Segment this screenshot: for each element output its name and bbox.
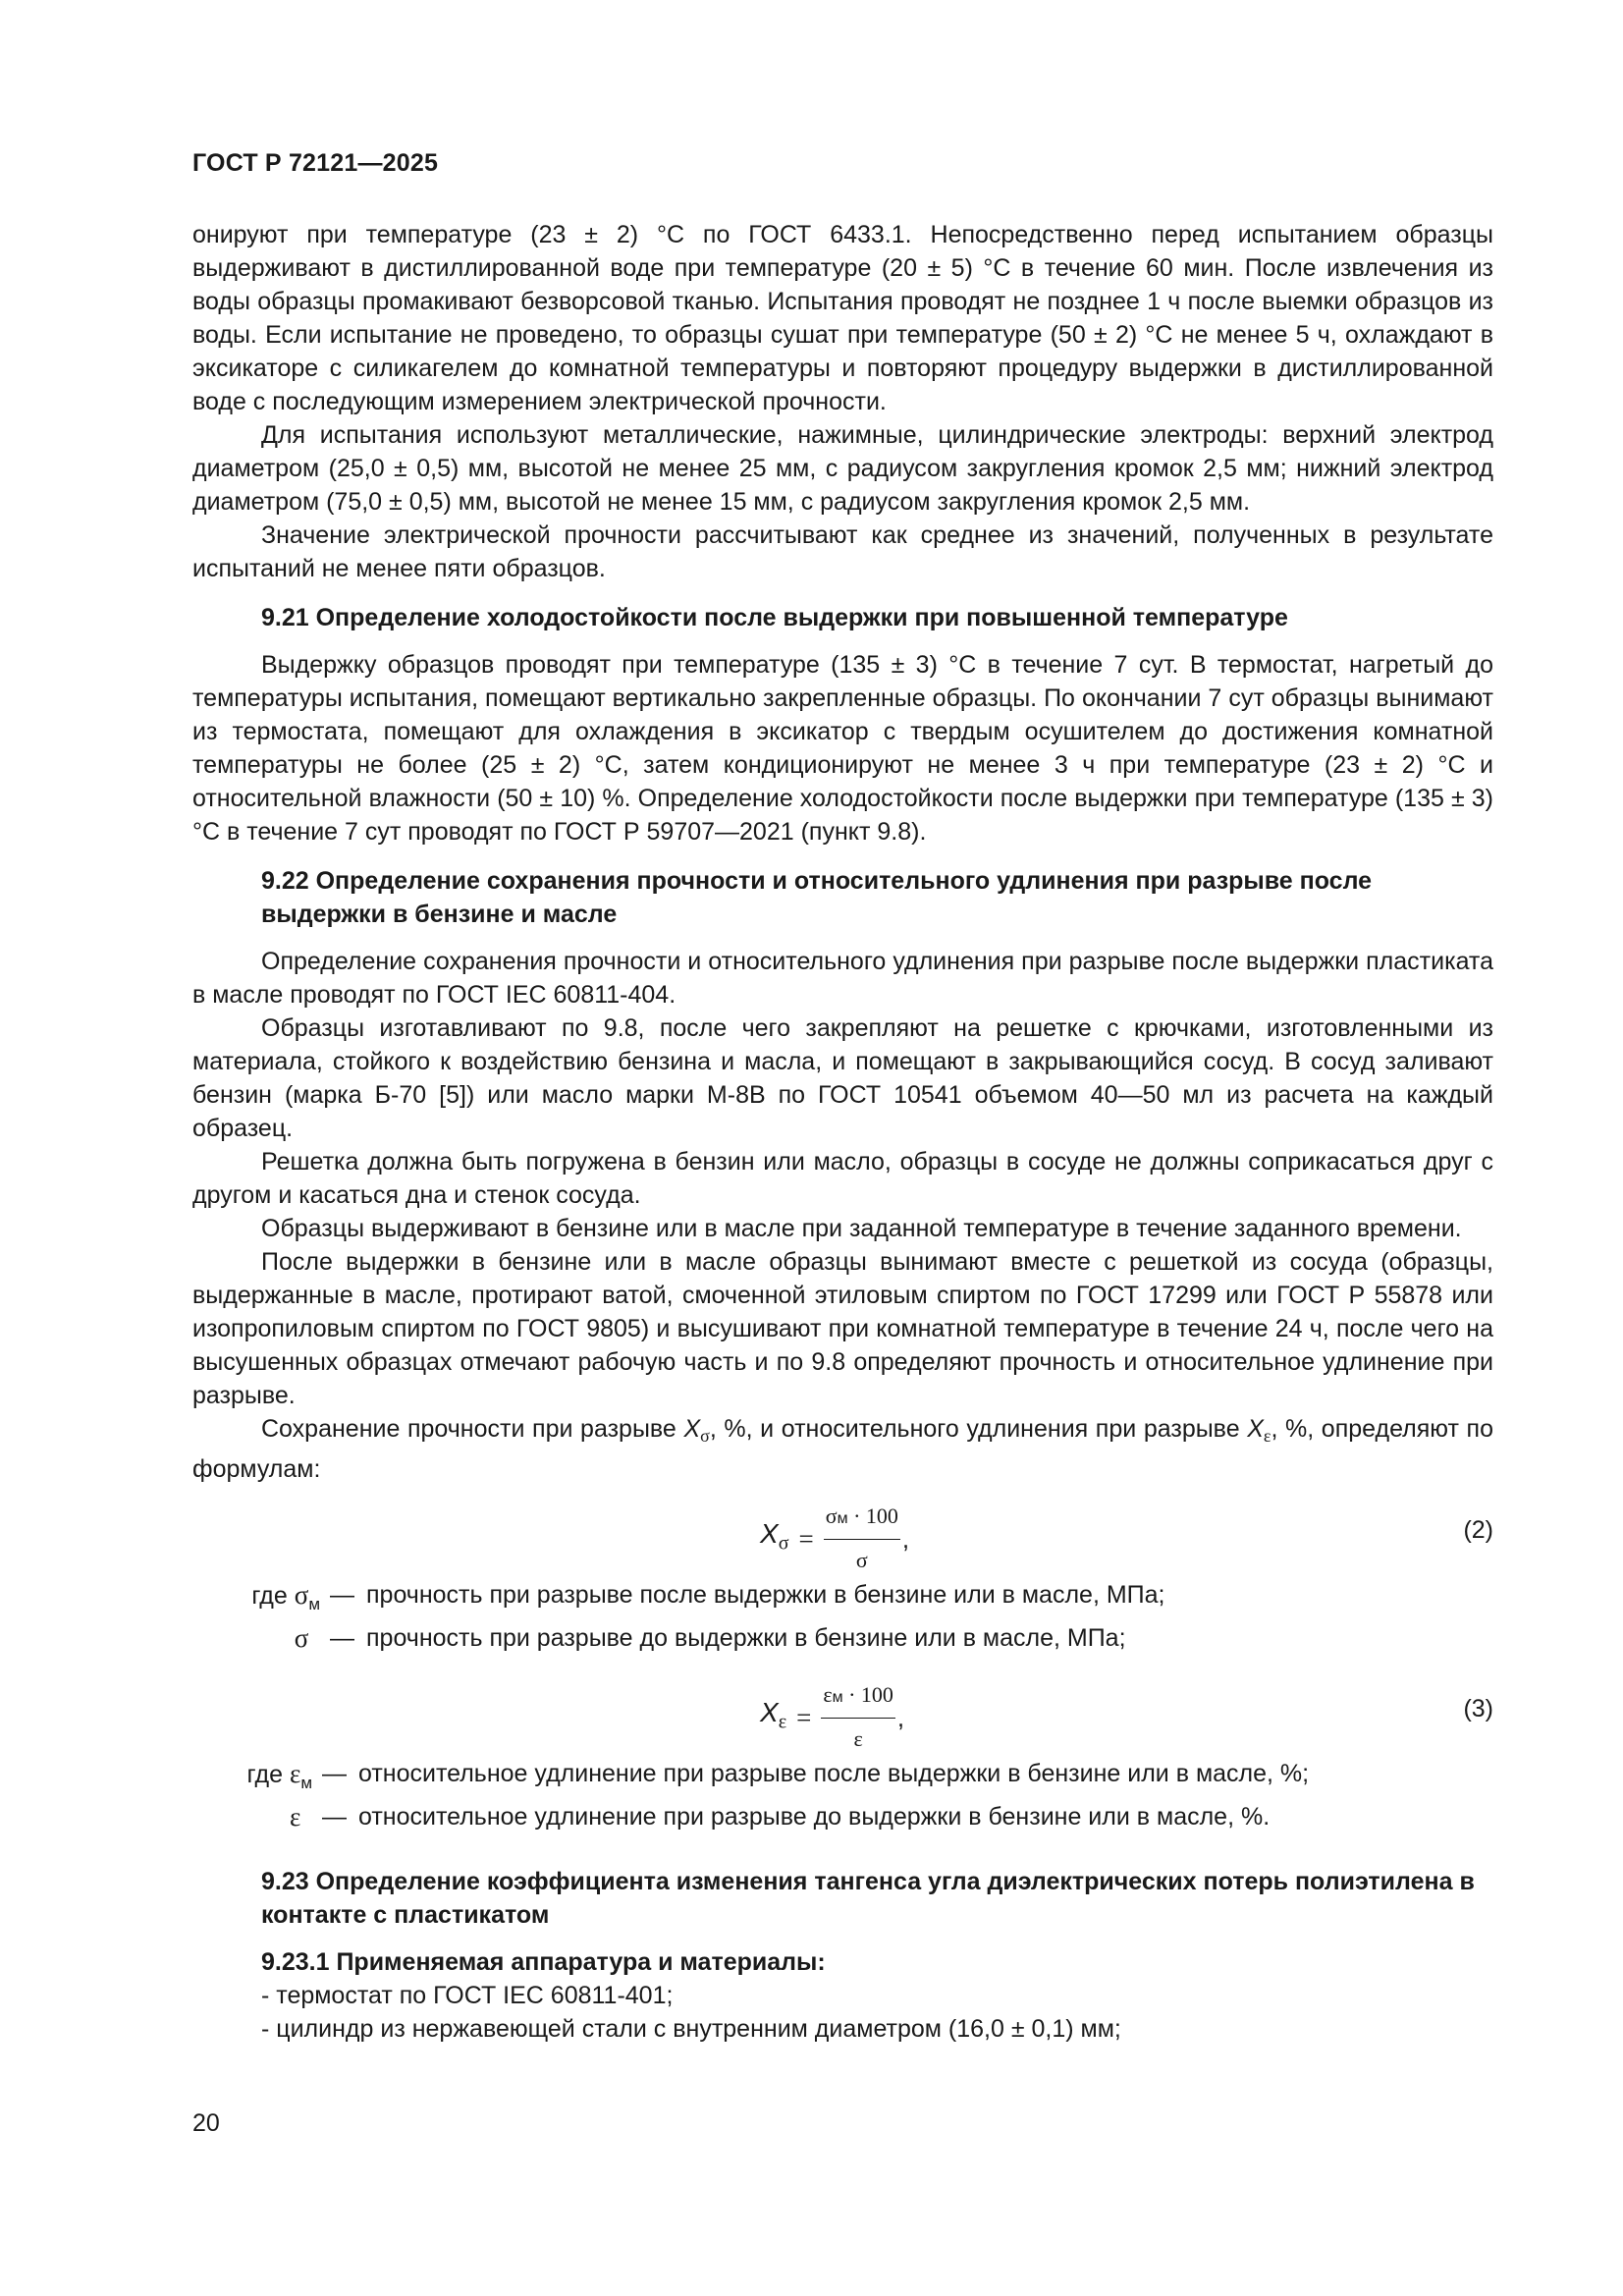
definition-text: прочность при разрыве до выдержки в бензине или в масле, МПа; [366,1624,1126,1652]
symbol-x: X [683,1415,701,1443]
fraction-numerator [824,1500,900,1540]
text-fragment: , %, определяют по формулам: [192,1415,1493,1483]
formula-lhs [760,1517,788,1560]
definition-symbol [192,1621,320,1665]
definition-text: относительное удлинение при разрыве до выдержки в бензине или в масле, %. [358,1803,1271,1831]
definition-dash: — [322,1760,347,1787]
list-item: - термостат по ГОСТ IEC 60811-401; [261,1982,674,2009]
symbol-subscript: м [308,1595,320,1613]
symbol-glyph: ε [289,1802,301,1831]
symbol-subscript: ε [1263,1426,1271,1446]
symbol-glyph: σ [294,1580,309,1610]
formula-lhs [760,1696,786,1739]
numerator-rest: · 100 [847,1503,898,1528]
formula-expression [760,1678,904,1756]
numerator-rest: · 100 [842,1682,893,1707]
paragraph: Образцы изготавливают по 9.8, после чего закрепляют на решетке с крючками, изготовленными из материала, стойкого к воздействию бензина и масла, и помещают в закрывающийся сосуд. В сосуд заливают бензин (марка Б-70 [5]) или масло марки М-8В по ГОСТ 10541 объемом 40—50 мл из расчета на каждый образец. [192,1014,1493,1142]
formula-expression [760,1500,909,1577]
fraction-numerator [821,1678,895,1719]
fraction-denominator: σ [855,1548,868,1572]
definition-prefix: где [246,1761,290,1788]
definition-row [192,1578,1493,1621]
formula-number: (3) [1463,1695,1493,1722]
definition-row [192,1800,1493,1843]
formula-lhs-symbol: X [760,1517,779,1549]
definition-row [192,1757,1493,1800]
document-body [192,218,1493,2046]
fraction [821,1678,895,1756]
symbol-x: X [1247,1415,1264,1443]
definition-symbol [192,1757,312,1800]
formula-number: (2) [1463,1516,1493,1544]
formula-lhs-symbol: X [760,1696,779,1727]
list-item: - цилиндр из нержавеющей стали с внутренним диаметром (16,0 ± 0,1) мм; [261,2015,1121,2043]
definition-text: относительное удлинение при разрыве после выдержки в бензине или в масле, %; [358,1760,1310,1787]
numerator-symbol: σ [825,1503,838,1528]
paragraph: Выдержку образцов проводят при температуре (135 ± 3) °С в течение 7 сут. В термостат, нагретый до температуры испытания, помещают вертикально закрепленные образцы. По окончании 7 сут образцы вынимают из термостата, помещают для охлаждения в эксикатор с твердым осушителем до достижения комнатной температуры не более (25 ± 2) °С, затем кондиционируют не менее 3 ч при температуре (23 ± 2) °С и относительной влажности (50 ± 10) %. Определение холодостойкости после выдержки при температуре (135 ± 3) °С в течение 7 сут проводят по ГОСТ Р 59707—2021 (пункт 9.8). [192,651,1493,846]
fraction [824,1500,900,1577]
section-heading-9-23: 9.23 Определение коэффициента изменения тангенса угла диэлектрических потерь полиэтилена в контакте с пластикатом [261,1868,1475,1929]
paragraph: Определение сохранения прочности и относительного удлинения при разрыве после выдержки пластиката в масле проводят по ГОСТ IEC 60811-404. [192,948,1493,1009]
fraction-denominator: ε [853,1726,863,1751]
definition-dash: — [322,1803,347,1831]
formula-comma: , [896,1702,905,1732]
definition-dash: — [330,1581,354,1609]
definition-text: прочность при разрыве после выдержки в бензине или в масле, МПа; [366,1581,1165,1609]
symbol-subscript: м [300,1774,312,1792]
section-heading-9-22: 9.22 Определение сохранения прочности и относительного удлинения при разрыве после выдержки в бензине и масле [261,867,1373,928]
symbol-glyph: σ [294,1623,309,1653]
symbol-subscript: σ [700,1426,710,1446]
paragraph: онируют при температуре (23 ± 2) °С по ГОСТ 6433.1. Непосредственно перед испытанием образцы выдерживают в дистиллированной воде при температуре (20 ± 5) °С в течение 60 мин. После извлечения из воды образцы промакивают безворсовой тканью. Испытания проводят не позднее 1 ч после выемки образцов из воды. Если испытание не проведено, то образцы сушат при температуре (50 ± 2) °С не менее 5 ч, охлаждают в эксикаторе с силикагелем до комнатной температуры и повторяют процедуру выдержки в дистиллированной воде с последующим измерением электрической прочности. [192,221,1493,415]
formula-2-definitions [192,1578,1493,1665]
formula-lhs-subscript: ε [778,1711,787,1733]
formula-comma: , [901,1523,910,1554]
numerator-subscript: м [832,1689,843,1706]
numerator-symbol: ε [823,1682,833,1707]
symbol-glyph: ε [289,1759,301,1788]
paragraph: Значение электрической прочности рассчитывают как среднее из значений, полученных в результате испытаний не менее пяти образцов. [192,521,1493,582]
equals-sign: = [796,1702,812,1732]
text-fragment: , %, и относительного удлинения при разрыве [709,1415,1248,1443]
definition-dash: — [330,1624,354,1652]
paragraph: После выдержки в бензине или в масле образцы вынимают вместе с решеткой из сосуда (образцы, выдержанные в масле, протирают ватой, смоченной этиловым спиртом по ГОСТ 17299 или ГОСТ Р 55878 или изопропиловым спиртом по ГОСТ 9805) и высушивают при комнатной температуре в течение 24 ч, после чего на высушенных образцах отмечают рабочую часть и по 9.8 определяют прочность и относительное удлинение при разрыве. [192,1248,1493,1409]
document-header: ГОСТ Р 72121—2025 [192,149,439,177]
formula-3 [192,1670,1493,1757]
formula-lhs-subscript: σ [778,1532,789,1555]
paragraph: Образцы выдерживают в бензине или в масле при заданной температуре в течение заданного времени. [261,1215,1462,1242]
paragraph: Решетка должна быть погружена в бензин или масло, образцы в сосуде не должны соприкасаться друг с другом и касаться дна и стенок сосуда. [192,1148,1493,1209]
formula-intro-paragraph [192,1412,1493,1486]
formula-2 [192,1492,1493,1578]
equals-sign: = [798,1523,814,1554]
subsection-heading-9-23-1: 9.23.1 Применяемая аппаратура и материалы: [261,1948,826,1976]
text-fragment: Сохранение прочности при разрыве [261,1415,684,1443]
definition-symbol [192,1800,312,1843]
section-heading-9-21: 9.21 Определение холодостойкости после выдержки при повышенной температуре [261,604,1288,631]
definition-symbol [192,1578,320,1621]
definition-row [192,1621,1493,1665]
numerator-subscript: м [837,1510,848,1527]
definition-prefix: где [251,1582,295,1610]
page-number: 20 [192,2109,220,2137]
formula-3-definitions [192,1757,1493,1843]
paragraph: Для испытания используют металлические, нажимные, цилиндрические электроды: верхний электрод диаметром (25,0 ± 0,5) мм, высотой не менее 25 мм, с радиусом закругления кромок 2,5 мм; нижний электрод диаметром (75,0 ± 0,5) мм, высотой не менее 15 мм, с радиусом закругления кромок 2,5 мм. [192,421,1493,516]
